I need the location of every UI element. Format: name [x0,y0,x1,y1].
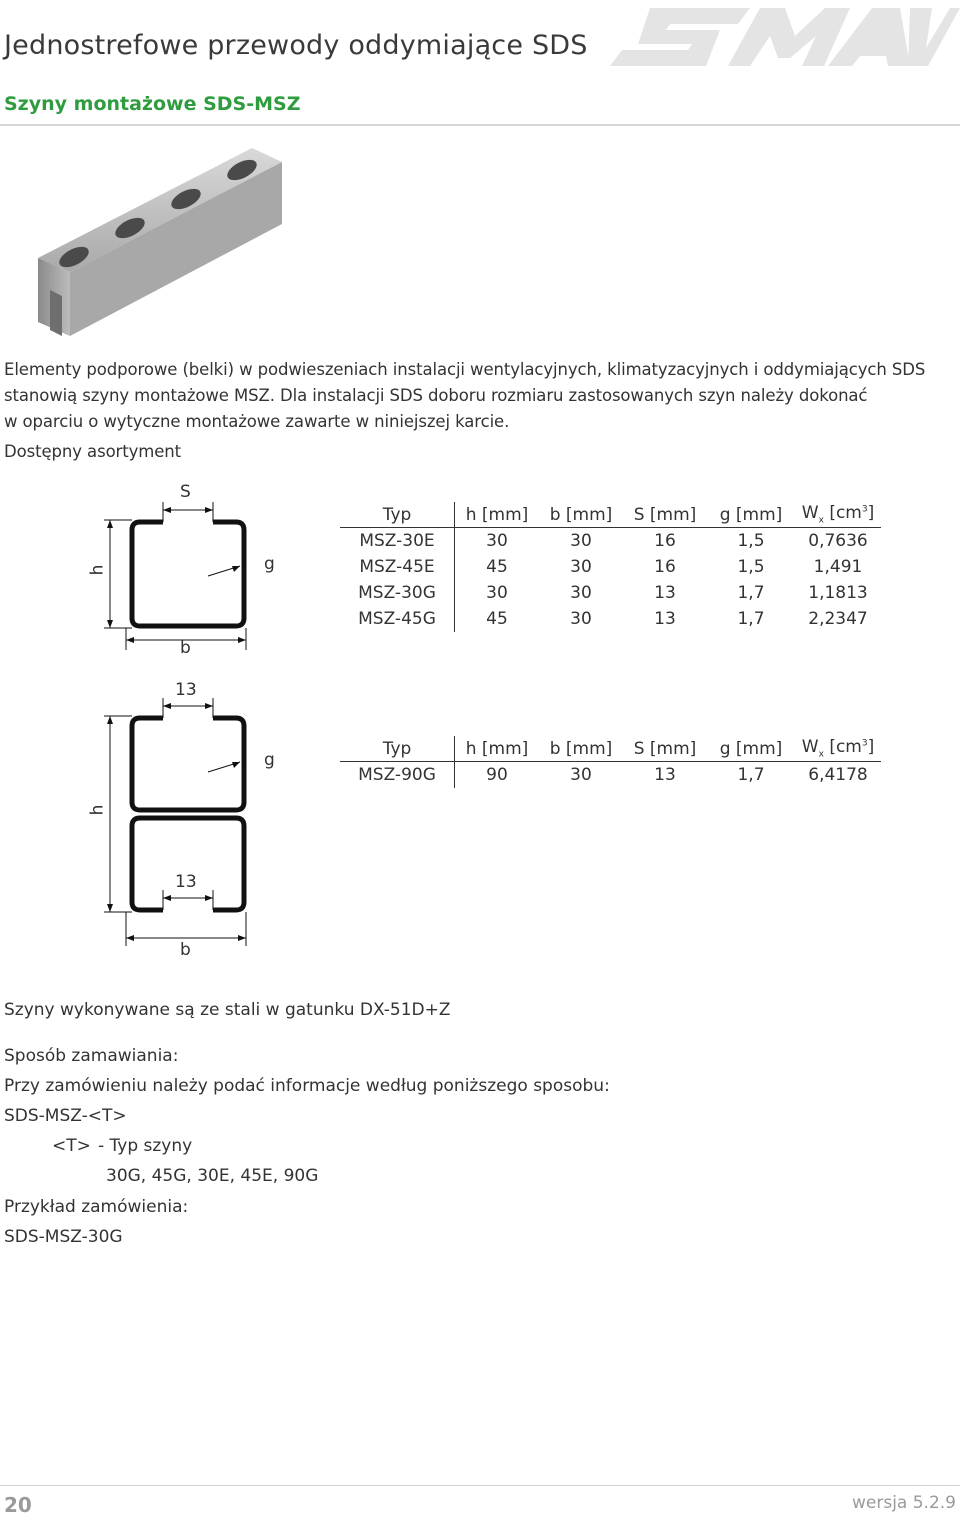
order-code: SDS-MSZ-<T> [4,1106,127,1126]
order-param-key: <T> [52,1136,91,1156]
col-b: b [mm] [539,502,623,528]
order-param-values: 30G, 45G, 30E, 45E, 90G [106,1166,319,1186]
col-s: S [mm] [623,736,707,762]
section-subtitle: Szyny montażowe SDS-MSZ [4,93,301,115]
table-row: MSZ-45G 45 30 13 1,7 2,2347 [340,606,881,632]
spec-table-double [340,736,881,788]
dim-label-bottom-13: 13 [175,872,197,892]
material-note: Szyny wykonywane są ze stali w gatunku DX-51D+Z [4,1000,451,1020]
dim-label-b: b [180,638,191,658]
col-h: h [mm] [455,736,540,762]
order-example-label: Przykład zamówienia: [4,1197,189,1217]
spec-table-single [340,502,881,632]
dim-label-g: g [264,554,275,574]
intro-line-3: w oparciu o wytyczne montażowe zawarte w niniejszej karcie. [4,412,510,431]
dim-label-g: g [264,750,275,770]
table-row: MSZ-30G 30 30 13 1,7 1,1813 [340,580,881,606]
page-number: 20 [4,1493,32,1517]
col-typ: Typ [340,502,455,528]
smav-logo [610,0,960,84]
order-method-text: Przy zamówieniu należy podać informacje według poniższego sposobu: [4,1076,610,1096]
dim-label-s: S [180,482,191,502]
intro-line-1: Elementy podporowe (belki) w podwieszeniach instalacji wentylacyjnych, klimatyzacyjnych i oddymiających SDS [4,360,926,379]
profile-diagram-single [88,484,308,668]
profile-diagram-double [88,684,308,958]
table-row: MSZ-90G 90 30 13 1,7 6,4178 [340,762,881,789]
table-row: MSZ-30E 30 30 16 1,5 0,7636 [340,528,881,555]
rail-photo [30,140,300,344]
order-param-desc: - Typ szyny [98,1136,193,1156]
assortment-heading: Dostępny asortyment [4,442,182,461]
dim-label-h: h [87,564,108,576]
col-b: b [mm] [539,736,623,762]
intro-line-2: stanowią szyny montażowe MSZ. Dla instalacji SDS doboru rozmiaru zastosowanych szyn należy dokonać [4,386,868,405]
order-example-code: SDS-MSZ-30G [4,1227,123,1247]
dim-label-h: h [87,804,108,816]
footer-divider [0,1485,960,1486]
col-wx: $W_x$ $[cm^3]$ [795,502,881,528]
col-wx: $W_x$ $[cm^3]$ [795,736,881,762]
col-h: h [mm] [455,502,540,528]
col-typ: Typ [340,736,455,762]
col-g: g [mm] [707,502,795,528]
col-g: g [mm] [707,736,795,762]
col-s: S [mm] [623,502,707,528]
table-row: MSZ-45E 45 30 16 1,5 1,491 [340,554,881,580]
dim-label-b: b [180,940,191,960]
dim-label-top-13: 13 [175,680,197,700]
page-title: Jednostrefowe przewody oddymiające SDS [4,30,588,61]
order-method-label: Sposób zamawiania: [4,1046,179,1066]
header-divider [0,124,960,126]
version-label: wersja 5.2.9 [851,1493,956,1513]
